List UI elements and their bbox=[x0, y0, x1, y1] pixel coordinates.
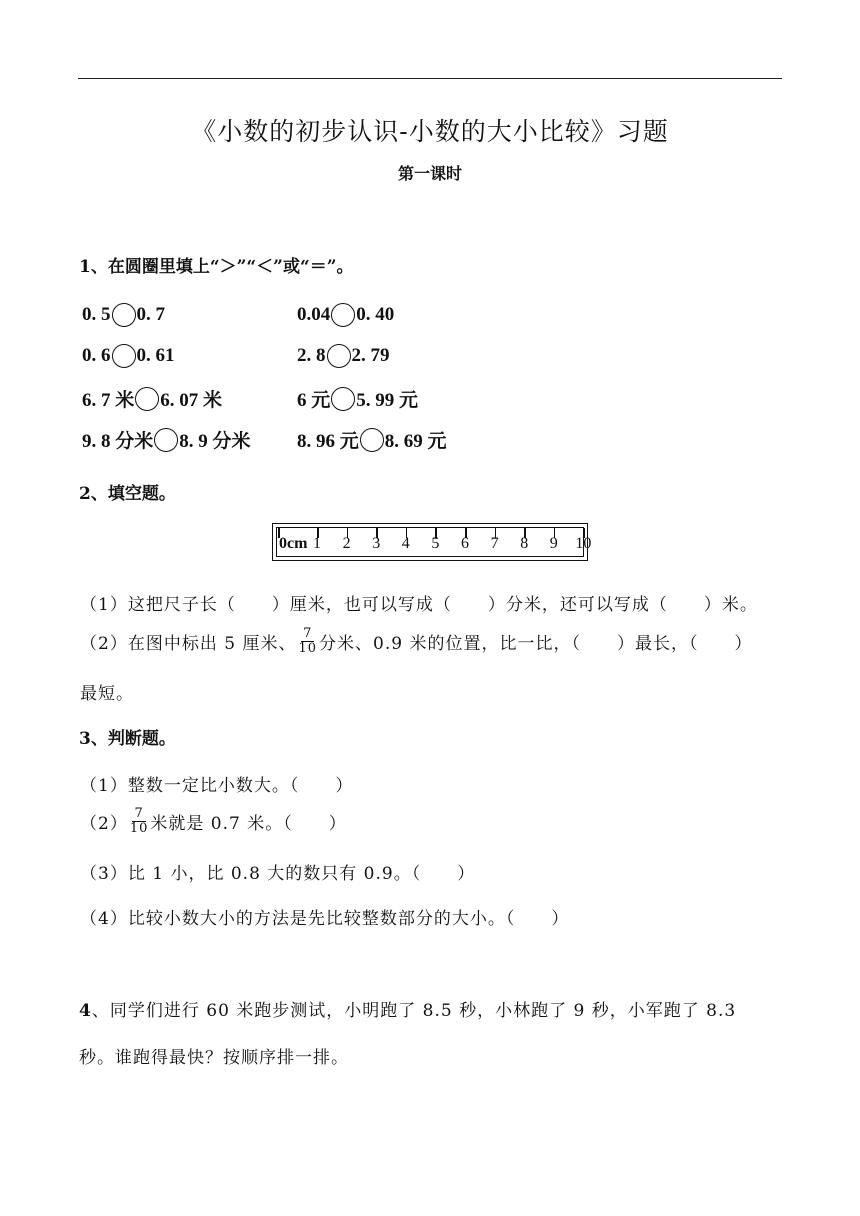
answer-circle[interactable] bbox=[154, 428, 178, 452]
page-subtitle: 第一课时 bbox=[397, 164, 462, 183]
answer-circle[interactable] bbox=[360, 428, 384, 452]
q3-item-1: （1）整数一定比小数大。（ ） bbox=[80, 776, 354, 796]
q2-heading: 2、填空题。 bbox=[79, 484, 176, 504]
fraction-numerator: 7 bbox=[303, 626, 313, 641]
ruler-label: 8 bbox=[520, 535, 529, 552]
q1-item-8-right: 8. 69 元 bbox=[384, 431, 447, 452]
ruler-label: 9 bbox=[549, 535, 558, 552]
answer-circle[interactable] bbox=[112, 303, 136, 327]
q1-item-7-right: 8. 9 分米 bbox=[179, 431, 251, 452]
q1-item-5 bbox=[82, 385, 222, 412]
q3-heading: 3、判断题。 bbox=[79, 729, 176, 749]
q3-item-2-after: 米就是 0.7 米。（ ） bbox=[150, 814, 347, 834]
ruler-label: 10 bbox=[575, 535, 592, 552]
q2-line-2 bbox=[80, 627, 752, 656]
ruler-label: 1 bbox=[313, 535, 321, 552]
q4-line-1-text: 、同学们进行 60 米跑步测试，小明跑了 8.5 秒，小林跑了 9 秒，小军跑了 8.3 bbox=[91, 1001, 737, 1021]
q3-item-2 bbox=[80, 807, 347, 836]
q1-item-5-right: 6. 07 米 bbox=[160, 390, 223, 411]
ruler-label: 2 bbox=[342, 535, 351, 552]
q1-item-5-left: 6. 7 米 bbox=[82, 390, 135, 411]
ruler-label: 6 bbox=[461, 535, 469, 552]
q1-item-3-right: 0. 61 bbox=[136, 345, 175, 366]
q1-item-7 bbox=[82, 426, 251, 453]
q1-item-7-left: 9. 8 分米 bbox=[82, 431, 154, 452]
q3-item-4: （4）比较小数大小的方法是先比较整数部分的大小。（ ） bbox=[80, 909, 570, 929]
q1-item-6 bbox=[297, 385, 418, 412]
ruler-label: 3 bbox=[372, 535, 381, 552]
ruler-inner-border bbox=[276, 527, 592, 557]
fraction bbox=[130, 807, 149, 836]
header-rule bbox=[78, 78, 782, 79]
q1-item-4-right: 2. 79 bbox=[351, 345, 390, 366]
q1-item-3-left: 0. 6 bbox=[82, 345, 111, 366]
fraction-numerator: 7 bbox=[134, 806, 144, 821]
q2-line-2-before: （2）在图中标出 5 厘米、 bbox=[80, 634, 297, 654]
q4-number: 4 bbox=[79, 1001, 92, 1021]
answer-circle[interactable] bbox=[331, 303, 355, 327]
q1-item-6-right: 5. 99 元 bbox=[356, 390, 419, 411]
q1-item-1-left: 0. 5 bbox=[82, 304, 111, 325]
fraction bbox=[298, 627, 317, 656]
q1-item-8-left: 8. 96 元 bbox=[297, 431, 359, 452]
ruler-label: 5 bbox=[431, 535, 440, 552]
q1-item-2-left: 0.04 bbox=[297, 304, 331, 325]
q1-item-8 bbox=[297, 426, 447, 453]
q1-item-4 bbox=[297, 344, 390, 368]
q1-item-1 bbox=[82, 303, 165, 327]
q2-line-3: 最短。 bbox=[80, 684, 134, 704]
answer-circle[interactable] bbox=[327, 344, 351, 368]
q1-item-3 bbox=[82, 344, 175, 368]
fraction-denominator: 10 bbox=[298, 641, 317, 656]
q1-heading: 1、在圆圈里填上“＞”“＜”或“＝”。 bbox=[79, 257, 354, 277]
q3-item-2-before: （2） bbox=[80, 814, 128, 834]
q2-line-1: （1）这把尺子长（ ）厘米，也可以写成（ ）分米，还可以写成（ ）米。 bbox=[80, 595, 758, 615]
q3-item-3: （3）比 1 小，比 0.8 大的数只有 0.9。（ ） bbox=[80, 864, 476, 884]
answer-circle[interactable] bbox=[331, 387, 355, 411]
q2-line-2-after: 分米、0.9 米的位置，比一比，（ ）最长，（ ） bbox=[319, 634, 753, 654]
q1-item-4-left: 2. 8 bbox=[297, 345, 326, 366]
ruler-image bbox=[272, 523, 592, 561]
q1-item-2 bbox=[297, 303, 394, 327]
page-title: 《小数的初步认识-小数的大小比较》习题 bbox=[191, 117, 669, 146]
q1-item-1-right: 0. 7 bbox=[136, 304, 165, 325]
q4-line-1 bbox=[79, 996, 736, 1021]
fraction-denominator: 10 bbox=[129, 821, 149, 836]
ruler-label: 4 bbox=[401, 535, 410, 552]
q1-item-6-left: 6 元 bbox=[297, 390, 331, 411]
answer-circle[interactable] bbox=[112, 344, 136, 368]
answer-circle[interactable] bbox=[135, 387, 159, 411]
q4-line-2: 秒。谁跑得最快？按顺序排一排。 bbox=[79, 1048, 349, 1068]
ruler-label: 0cm bbox=[279, 535, 308, 552]
ruler-label: 7 bbox=[490, 535, 499, 552]
q1-item-2-right: 0. 40 bbox=[356, 304, 395, 325]
